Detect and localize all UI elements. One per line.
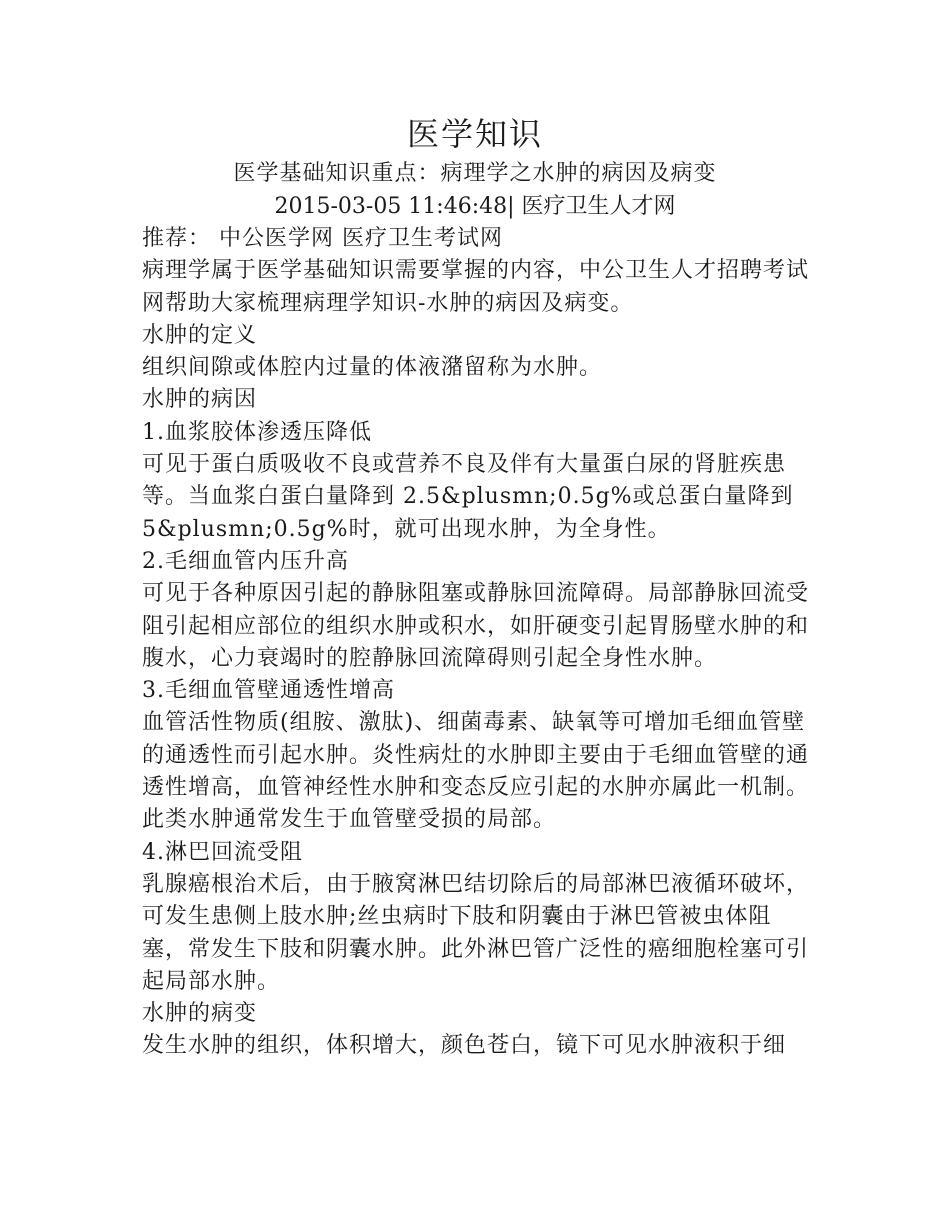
cause-2-heading: 2.毛细血管内压升高 (142, 548, 349, 574)
cause-1-paragraph: 可见于蛋白质吸收不良或营养不良及伴有大量蛋白尿的肾脏疾患等。当血浆白蛋白量降到 2.5&plusmn;0.5g%或总蛋白量降到 5&plusmn;0.5g%时，就可出现水肿，为全身性。 (142, 452, 794, 542)
cause-1-heading: 1.血浆胶体渗透压降低 (142, 419, 372, 445)
section-heading-definition: 水肿的定义 (142, 322, 258, 348)
page-title: 医学知识 (406, 115, 543, 153)
cause-3-paragraph: 血管活性物质(组胺、激肽)、细菌毒素、缺氧等可增加毛细血管壁的通透性而引起水肿。炎性病灶的水肿即主要由于毛细血管壁的通透性增高，血管神经性水肿和变态反应引起的水肿亦属此一机制。此类水肿通常发生于血管壁受损的局部。 (142, 710, 810, 833)
lesion-paragraph: 发生水肿的组织，体积增大，颜色苍白，镜下可见水肿液积于细 (142, 1033, 787, 1059)
cause-4-paragraph: 乳腺癌根治术后，由于腋窝淋巴结切除后的局部淋巴液循环破坏，可发生患侧上肢水肿;丝虫病时下肢和阴囊由于淋巴管被虫体阻塞，常发生下肢和阴囊水肿。此外淋巴管广泛性的癌细胞栓塞可引起局部水肿。 (142, 871, 810, 994)
cause-3-heading: 3.毛细血管壁通透性增高 (142, 678, 395, 704)
section-heading-causes: 水肿的病因 (142, 387, 258, 413)
definition-paragraph: 组织间隙或体腔内过量的体液潴留称为水肿。 (142, 355, 603, 381)
intro-paragraph: 病理学属于医学基础知识需要掌握的内容，中公卫生人才招聘考试网帮助大家梳理病理学知识-水肿的病因及病变。 (142, 258, 810, 316)
recommend-line: 推荐： 中公医学网 医疗卫生考试网 (142, 226, 503, 251)
cause-4-heading: 4.淋巴回流受阻 (142, 839, 303, 865)
section-heading-lesion: 水肿的病变 (142, 1001, 258, 1027)
article-meta: 2015-03-05 11:46:48| 医疗卫生人才网 (274, 194, 676, 219)
article-body (142, 223, 812, 1063)
cause-2-paragraph: 可见于各种原因引起的静脉阻塞或静脉回流障碍。局部静脉回流受阻引起相应部位的组织水肿或积水，如肝硬变引起胃肠壁水肿的和腹水，心力衰竭时的腔静脉回流障碍则引起全身性水肿。 (142, 581, 810, 671)
article-subtitle: 医学基础知识重点：病理学之水肿的病因及病变 (233, 161, 717, 186)
